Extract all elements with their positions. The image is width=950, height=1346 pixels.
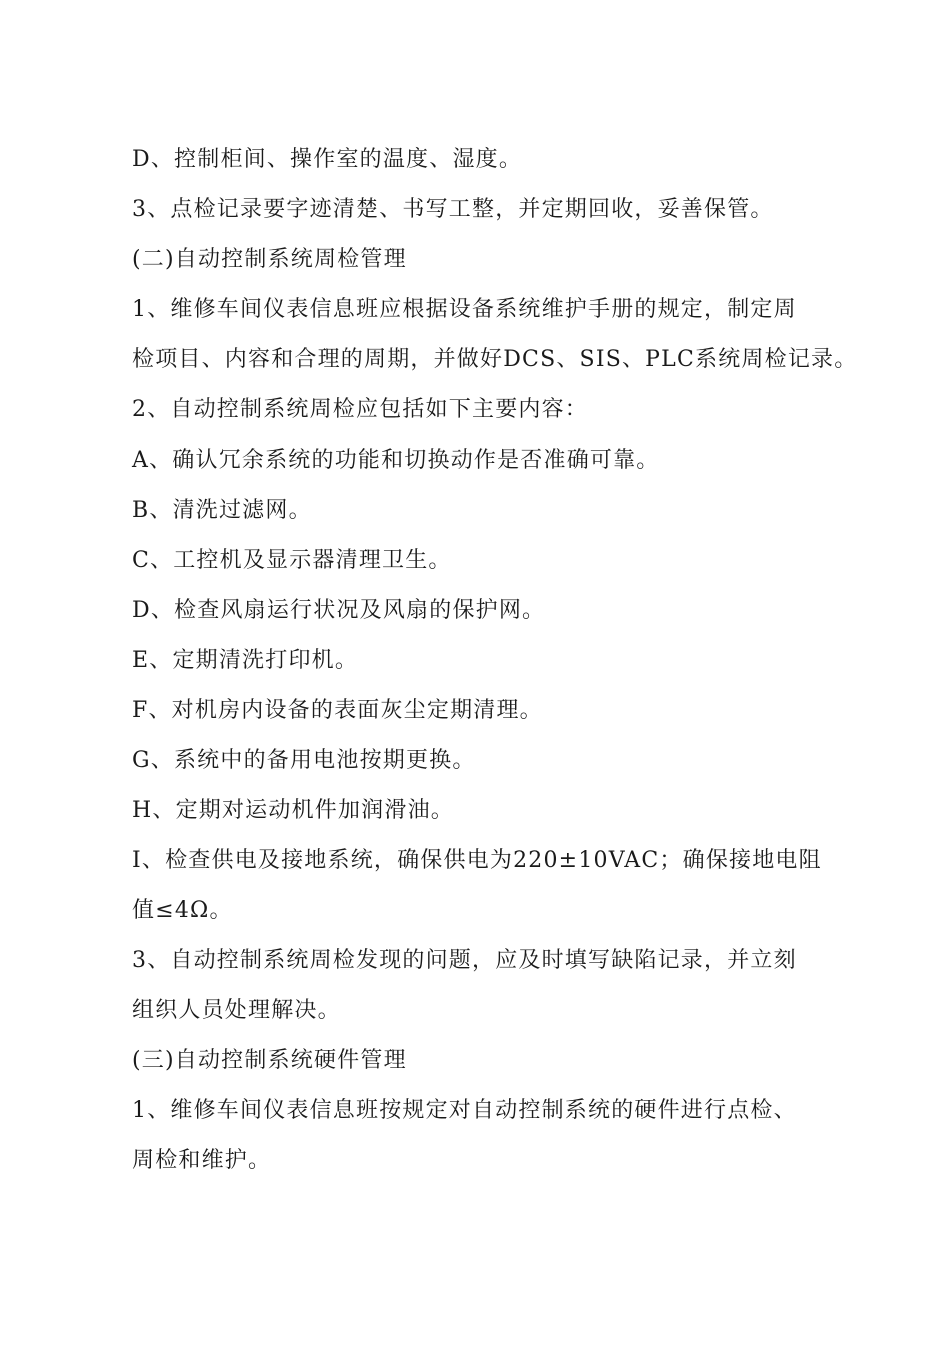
list-item: E、定期清洗打印机。 — [132, 648, 359, 673]
section-heading: (三)自动控制系统硬件管理 — [132, 1048, 407, 1073]
list-item: F、对机房内设备的表面灰尘定期清理。 — [132, 698, 543, 723]
text-line: D、控制柜间、操作室的温度、湿度。 — [132, 147, 523, 172]
list-item: A、确认冗余系统的功能和切换动作是否准确可靠。 — [132, 448, 660, 473]
text-line: 2、自动控制系统周检应包括如下主要内容： — [132, 397, 588, 422]
text-line: 周检和维护。 — [132, 1148, 272, 1173]
list-item: G、系统中的备用电池按期更换。 — [132, 748, 476, 773]
list-item: D、检查风扇运行状况及风扇的保护网。 — [132, 598, 546, 623]
list-item: H、定期对运动机件加润滑油。 — [132, 798, 454, 823]
text-line: 检项目、内容和合理的周期，并做好DCS、SIS、PLC系统周检记录。 — [132, 347, 858, 372]
list-item: I、检查供电及接地系统，确保供电为220±10VAC；确保接地电阻 — [132, 848, 822, 873]
text-line: 1、维修车间仪表信息班应根据设备系统维护手册的规定，制定周 — [132, 297, 797, 322]
text-line: 3、点检记录要字迹清楚、书写工整，并定期回收，妥善保管。 — [132, 197, 774, 222]
text-line: 1、维修车间仪表信息班按规定对自动控制系统的硬件进行点检、 — [132, 1098, 797, 1123]
text-line: 3、自动控制系统周检发现的问题，应及时填写缺陷记录，并立刻 — [132, 948, 797, 973]
list-item: C、工控机及显示器清理卫生。 — [132, 548, 452, 573]
text-line: 组织人员处理解决。 — [132, 998, 341, 1023]
list-item: B、清洗过滤网。 — [132, 498, 312, 523]
section-heading: (二)自动控制系统周检管理 — [132, 247, 407, 272]
text-line: 值≤4Ω。 — [132, 898, 233, 923]
